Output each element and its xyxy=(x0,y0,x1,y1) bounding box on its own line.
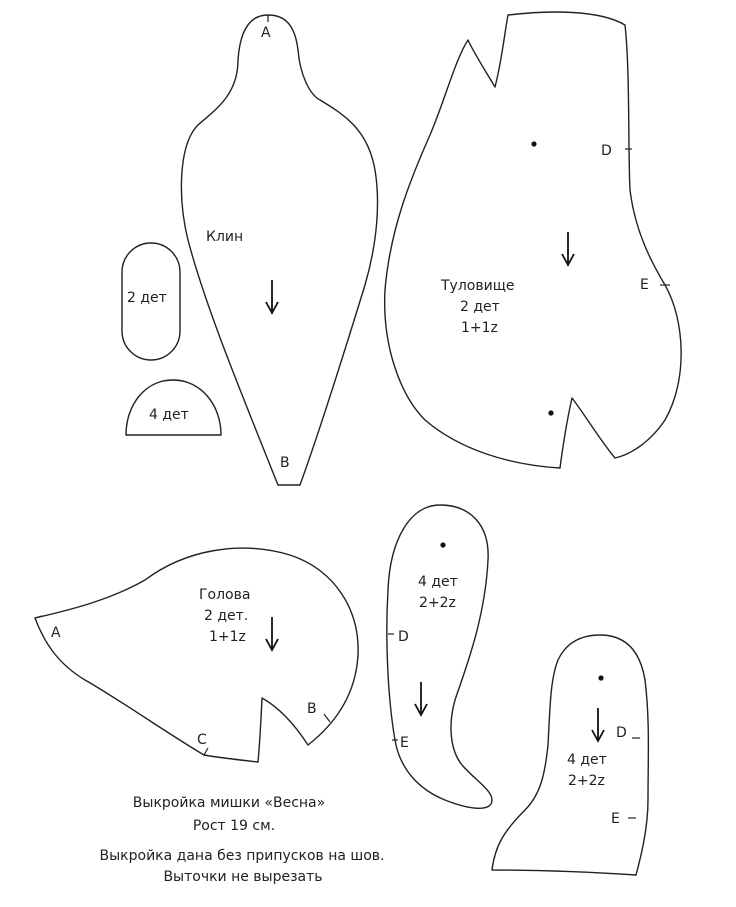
torso-mark-e: E xyxy=(640,277,649,293)
arm-count: 4 дет xyxy=(418,574,458,590)
head-mark-a: A xyxy=(51,625,61,641)
head-mark-c: C xyxy=(197,732,207,748)
wedge-mark-a: A xyxy=(261,25,271,41)
caption-no-seam-note: Выкройка дана без припусков на шов. xyxy=(99,848,385,864)
head-title: Голова xyxy=(199,587,251,603)
torso-piece xyxy=(385,12,681,468)
head-fold: 1+1z xyxy=(209,629,246,645)
ear-count: 4 дет xyxy=(149,407,189,423)
torso-count: 2 дет xyxy=(460,299,500,315)
arm-piece xyxy=(387,505,492,808)
caption-height: Рост 19 см. xyxy=(192,818,276,834)
leg-fold: 2+2z xyxy=(568,773,605,789)
torso-fold: 1+1z xyxy=(461,320,498,336)
wedge-mark-b: B xyxy=(280,455,290,471)
arm-mark-e: E xyxy=(400,735,409,751)
caption-title: Выкройка мишки «Весна» xyxy=(132,795,326,811)
torso-mark-d: D xyxy=(601,143,612,159)
caption-darts-note: Выточки не вырезать xyxy=(163,869,323,885)
leg-count: 4 дет xyxy=(567,752,607,768)
caption-block xyxy=(100,795,385,885)
leg-piece xyxy=(492,635,648,875)
arm-fold: 2+2z xyxy=(419,595,456,611)
head-piece xyxy=(35,548,358,762)
wedge-title: Клин xyxy=(206,229,244,245)
torso-title: Туловище xyxy=(441,278,515,294)
arm-mark-d: D xyxy=(398,629,409,645)
leg-mark-d: D xyxy=(616,725,627,741)
head-count: 2 дет. xyxy=(204,608,249,624)
paw-oval-piece xyxy=(122,243,180,360)
head-mark-b: B xyxy=(307,701,317,717)
paw-oval-count: 2 дет xyxy=(127,290,167,306)
leg-mark-e: E xyxy=(611,811,620,827)
ear-piece xyxy=(126,380,221,435)
